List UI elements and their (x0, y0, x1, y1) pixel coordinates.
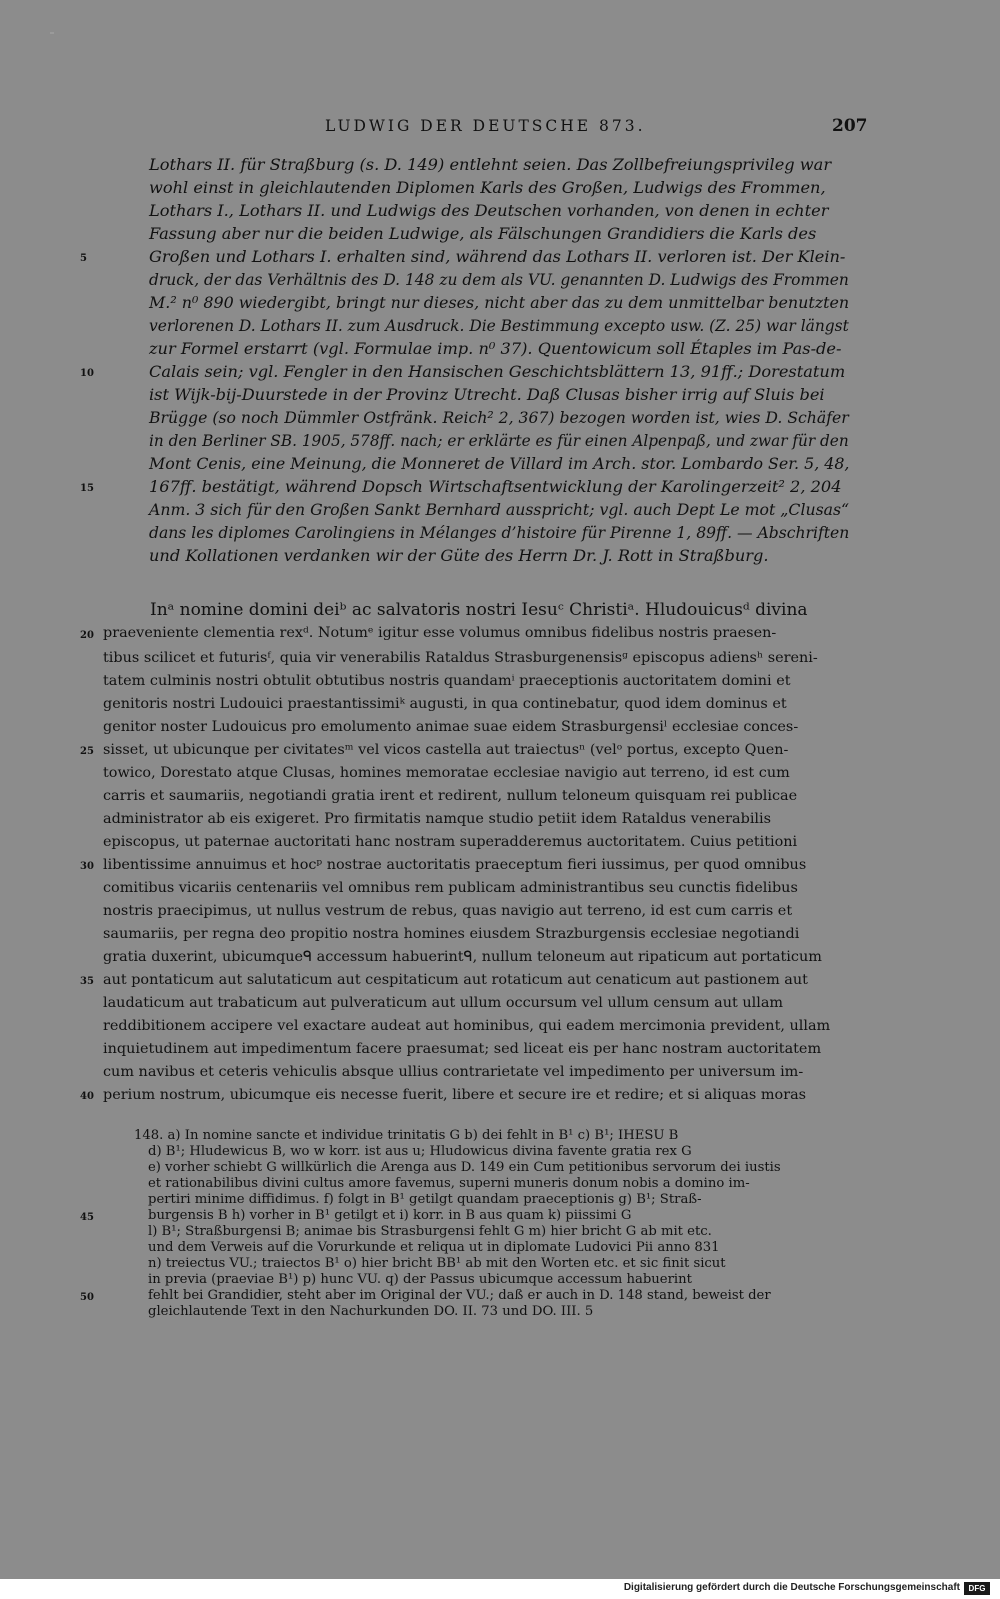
intro-line: dans les diplomes Carolingiens in Mélanges d’histoire für Pirenne 1, 89ff. — Abschriften (149, 523, 850, 542)
intro-line: Mont Cenis, eine Meinung, die Monneret de Villard im Arch. stor. Lombardo Ser. 5, 48, (149, 454, 850, 473)
note-line: burgensis B h) vorher in B¹ getilgt et i) korr. in B aus quam k) piissimi G (148, 1208, 632, 1223)
margin-number: 20 (80, 630, 94, 641)
note-line: fehlt bei Grandidier, steht aber im Original der VU.; daß er auch in D. 148 stand, beweist der (148, 1288, 771, 1303)
footer-credit: Digitalisierung gefördert durch die Deutsche Forschungsgemeinschaft (623, 1582, 960, 1593)
page-number: 207 (832, 116, 868, 136)
intro-line: M.² n⁰ 890 wiedergibt, bringt nur dieses, nicht aber das zu dem unmittelbar benutzten (149, 293, 850, 312)
charter-line: administrator ab eis exigeret. Pro firmitatis namque studio petiit idem Rataldus venerabilis (103, 811, 772, 827)
note-line: und dem Verweis auf die Vorurkunde et reliqua ut in diplomate Ludovici Pii anno 831 (148, 1240, 720, 1255)
charter-line: cum navibus et ceteris vehiculis absque ullius contrarietate vel impedimento per universum im- (103, 1064, 804, 1080)
running-header (0, 117, 1000, 141)
margin-number: 30 (80, 861, 94, 872)
intro-line: ist Wijk-bij-Duurstede in der Provinz Utrecht. Daß Clusas bisher irrig auf Sluis bei (149, 385, 825, 404)
charter-line: tibus scilicet et futurisᶠ, quia vir venerabilis Rataldus Strasburgenensisᵍ episcopus adiensʰ sereni- (103, 650, 818, 666)
charter-line: laudaticum aut trabaticum aut pulveraticum aut ullum occursum vel ullum censum aut ullam (103, 995, 784, 1011)
note-line: pertiri minime diffidimus. f) folgt in B¹ getilgt quandam praeceptionis g) B¹; Straß- (148, 1192, 702, 1207)
charter-line: nostris praecipimus, ut nullus vestrum de rebus, quas navigio aut terreno, id est cum carris et (103, 903, 793, 919)
margin-number: 50 (80, 1292, 94, 1303)
note-line: n) treiectus VU.; traiectos B¹ o) hier bricht BB¹ ab mit den Worten etc. et sic finit sicut (148, 1256, 726, 1271)
charter-line: aut pontaticum aut salutaticum aut cespitaticum aut rotaticum aut cenaticum aut pastionem aut (103, 972, 808, 988)
charter-line: episcopus, ut paternae auctoritati hanc nostram superadderemus auctoritatem. Cuius petitioni (103, 834, 798, 850)
note-line: et rationabilibus divini cultus amore favemus, superni muneris donum nobis a domino im- (148, 1176, 750, 1191)
note-line: 148. a) In nomine sancte et individue trinitatis G b) dei fehlt in B¹ c) B¹; IHESU B (134, 1128, 679, 1143)
charter-line: inquietudinem aut impedimentum facere praesumat; sed liceat eis per hanc nostram auctoritatem (103, 1041, 822, 1057)
margin-number: 25 (80, 746, 94, 757)
intro-line: zur Formel erstarrt (vgl. Formulae imp. n⁰ 37). Quentowicum soll Étaples im Pas-de- (149, 339, 842, 358)
scan-speck (50, 32, 54, 34)
intro-line: verlorenen D. Lothars II. zum Ausdruck. Die Bestimmung excepto usw. (Z. 25) war längst (149, 316, 849, 335)
margin-number: 5 (80, 253, 87, 264)
intro-line: Lothars I., Lothars II. und Ludwigs des Deutschen vorhanden, von denen in echter (149, 201, 829, 220)
intro-line: und Kollationen verdanken wir der Güte des Herrn Dr. J. Rott in Straßburg. (149, 546, 769, 565)
dfg-logo: DFG (964, 1582, 990, 1595)
charter-line: praeveniente clementia rexᵈ. Notumᵉ igitur esse volumus omnibus fidelibus nostris praesen- (103, 625, 777, 641)
charter-line: perium nostrum, ubicumque eis necesse fuerit, libere et secure ire et redire; et si aliquas moras (103, 1087, 807, 1103)
note-line: gleichlautende Text in den Nachurkunden DO. II. 73 und DO. III. 5 (148, 1304, 594, 1319)
margin-number: 10 (80, 368, 94, 379)
note-line: in previa (praeviae B¹) p) hunc VU. q) der Passus ubicumque accessum habuerint (148, 1272, 692, 1287)
charter-line: genitor noster Ludouicus pro emolumento animae suae eidem Strasburgensiˡ ecclesiae conces- (103, 719, 799, 735)
charter-line: genitoris nostri Ludouici praestantissimiᵏ augusti, in qua continebatur, quod idem dominus et (103, 696, 787, 712)
charter-line: saumariis, per regna deo propitio nostra homines eiusdem Strazburgensis ecclesiae negotiandi (103, 926, 800, 942)
margin-number: 45 (80, 1212, 94, 1223)
intro-line: wohl einst in gleichlautenden Diplomen Karls des Großen, Ludwigs des Frommen, (149, 178, 826, 197)
intro-line: Großen und Lothars I. erhalten sind, während das Lothars II. verloren ist. Der Klein- (149, 247, 846, 266)
charter-line: carris et saumariis, negotiandi gratia irent et redirent, nullum teloneum quisquam rei publicae (103, 788, 798, 804)
charter-line: libentissime annuimus et hocᵖ nostrae auctoritatis praeceptum fieri iussimus, per quod omnibus (103, 857, 807, 873)
charter-line: Inᵃ nomine domini deiᵇ ac salvatoris nostri Iesuᶜ Christiᵃ. Hludouicusᵈ divina (150, 600, 808, 620)
intro-line: Lothars II. für Straßburg (s. D. 149) entlehnt seien. Das Zollbefreiungsprivileg war (149, 155, 832, 174)
digitization-footer (0, 1579, 1000, 1599)
intro-line: Brügge (so noch Dümmler Ostfränk. Reich² 2, 367) bezogen worden ist, wies D. Schäfer (149, 408, 849, 427)
charter-line: comitibus vicariis centenariis vel omnibus rem publicam administrantibus seu cunctis fidelibus (103, 880, 798, 896)
header-title: LUDWIG DER DEUTSCHE 873. (325, 117, 646, 135)
charter-line: reddibitionem accipere vel exactare audeat aut hominibus, qui eadem mercimonia prevident, ullam (103, 1018, 831, 1034)
intro-line: 167ff. bestätigt, während Dopsch Wirtschaftsentwicklung der Karolingerzeit² 2, 204 (149, 477, 842, 496)
intro-line: Fassung aber nur die beiden Ludwige, als Fälschungen Grandidiers die Karls des (149, 224, 817, 243)
note-line: l) B¹; Straßburgensi B; animae bis Strasburgensi fehlt G m) hier bricht G ab mit etc. (148, 1224, 712, 1239)
intro-line: druck, der das Verhältnis des D. 148 zu dem als VU. genannten D. Ludwigs des Frommen (149, 270, 849, 289)
charter-line: gratia duxerint, ubicumqueᑫ accessum habuerintᑫ, nullum teloneum aut ripaticum aut portaticum (103, 949, 822, 965)
intro-line: Calais sein; vgl. Fengler in den Hansischen Geschichtsblättern 13, 91ff.; Dorestatum (149, 362, 846, 381)
intro-line: in den Berliner SB. 1905, 578ff. nach; er erklärte es für einen Alpenpaß, und zwar für den (149, 431, 849, 450)
intro-line: Anm. 3 sich für den Großen Sankt Bernhard ausspricht; vgl. auch Dept Le mot „Clusas“ (149, 500, 850, 519)
charter-line: sisset, ut ubicunque per civitatesᵐ vel vicos castella aut traiectusⁿ (velᵒ portus, excepto Quen- (103, 742, 789, 758)
charter-line: tatem culminis nostri obtulit obtutibus nostris quandamⁱ praeceptionis auctoritatem domini et (103, 673, 791, 689)
margin-number: 15 (80, 483, 94, 494)
margin-number: 40 (80, 1091, 94, 1102)
charter-line: towico, Dorestato atque Clusas, homines memoratae ecclesiae navigio aut terreno, id est cum (103, 765, 790, 781)
note-line: e) vorher schiebt G willkürlich die Arenga aus D. 149 ein Cum petitionibus servorum dei iustis (148, 1160, 781, 1175)
margin-number: 35 (80, 976, 94, 987)
note-line: d) B¹; Hludewicus B, wo w korr. ist aus u; Hludowicus divina favente gratia rex G (148, 1144, 692, 1159)
